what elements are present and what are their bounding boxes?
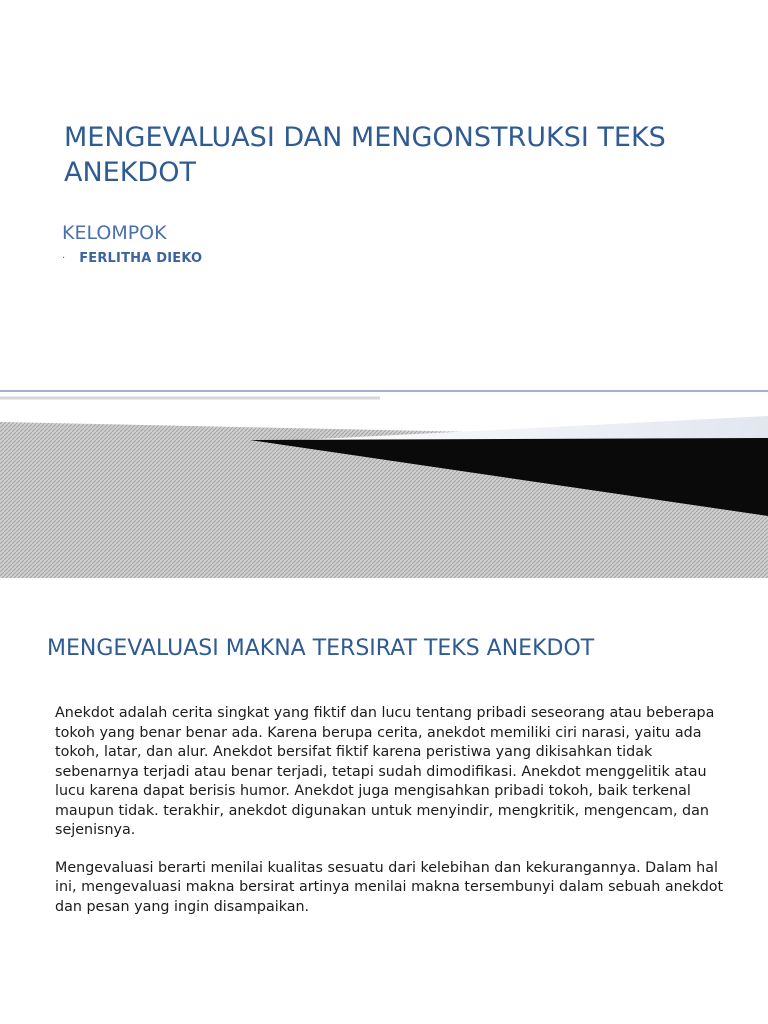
paragraph-evaluation: Mengevaluasi berarti menilai kualitas sesuatu dari kelebihan dan kekurangannya. Dalam hal ini, mengevaluasi makna bersirat artinya menilai makna tersembunyi dalam sebuah anekdot dan pesan yang ingin disampaikan. (55, 859, 724, 915)
member-name: FERLITHA DIEKO (79, 251, 203, 266)
bullet-marker: · (62, 253, 66, 264)
decorative-band (0, 380, 768, 578)
group-label: KELOMPOK (62, 222, 167, 244)
section-title: MENGEVALUASI MAKNA TERSIRAT TEKS ANEKDOT (47, 636, 595, 661)
paragraph-definition: Anekdot adalah cerita singkat yang fiktif dan lucu tentang pribadi seseorang atau beberapa tokoh yang benar benar ada. Karena berupa cerita, anekdot memiliki ciri narasi, yaitu ada tokoh, latar, dan alur. Anekdot bersifat fiktif karena peristiwa yang dikisahkan tidak sebenarnya terjadi atau benar terjadi, tetapi sudah dimodifikasi. Anekdot menggelitik atau lucu karena dapat berisis humor. Anekdot juga mengisahkan pribadi tokoh, baik terkenal maupun tidak. terakhir, anekdot digunakan untuk menyindir, mengkritik, mengencam, dan sejenisnya. (55, 705, 715, 838)
content-slide (0, 578, 768, 1024)
presentation-title: MENGEVALUASI DAN MENGONSTRUKSI TEKS ANEKDOT (64, 122, 666, 188)
member-list-item (62, 251, 202, 266)
body-text (55, 704, 730, 935)
